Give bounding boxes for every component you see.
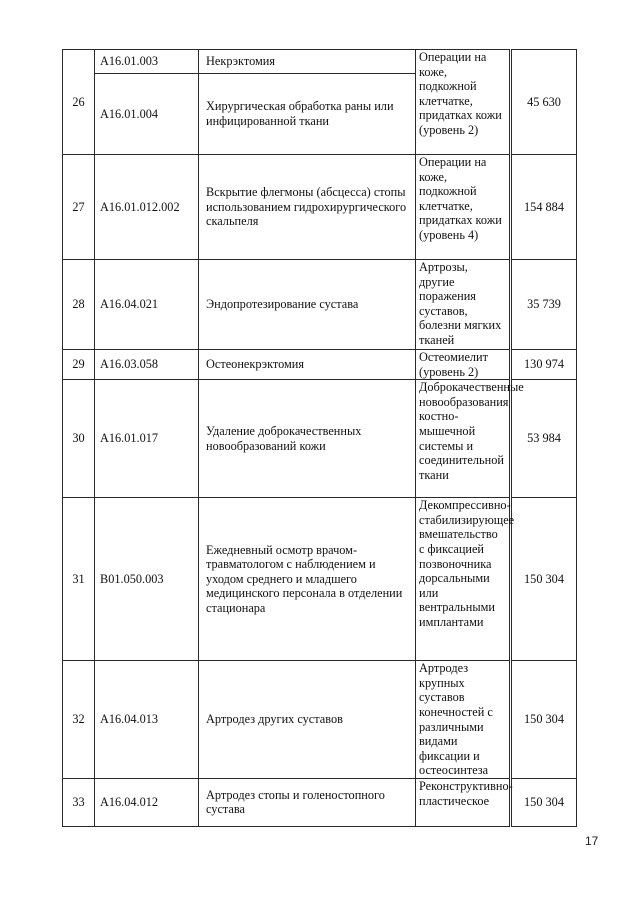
- service-cost: 150 304: [511, 778, 577, 826]
- service-code: A16.04.012: [95, 778, 199, 826]
- service-group: Операции на коже, подкожной клетчатке, придатках кожи (уровень 4): [416, 155, 511, 260]
- service-group: Операции на коже, подкожной клетчатке, придатках кожи (уровень 2): [416, 50, 511, 155]
- service-name: Некрэктомия: [199, 50, 416, 74]
- service-group: Реконструктивно-пластическое: [416, 778, 511, 826]
- row-number: 29: [63, 350, 95, 380]
- row-number: 26: [63, 50, 95, 155]
- service-cost: 130 974: [511, 350, 577, 380]
- service-cost: 35 739: [511, 260, 577, 350]
- service-code: A16.04.021: [95, 260, 199, 350]
- table-row: [63, 155, 577, 260]
- row-number: 32: [63, 661, 95, 779]
- page-number: 17: [585, 834, 599, 848]
- table-row: [63, 260, 577, 350]
- table-row: [63, 50, 577, 74]
- table-row: [63, 498, 577, 661]
- service-group: Артрозы, другие поражения суставов, болезни мягких тканей: [416, 260, 511, 350]
- service-name: Удаление доброкачественных новообразований кожи: [199, 380, 416, 498]
- row-number: 30: [63, 380, 95, 498]
- service-name: Ежедневный осмотр врачом-травматологом с наблюдением и уходом среднего и младшего медицинского персонала в отделении стационара: [199, 498, 416, 661]
- service-code: A16.01.012.002: [95, 155, 199, 260]
- service-name: Артродез других суставов: [199, 661, 416, 779]
- service-group: Артродез крупных суставов конечностей с различными видами фиксации и остеосинтеза: [416, 661, 511, 779]
- row-number: 28: [63, 260, 95, 350]
- table-row: [63, 778, 577, 826]
- service-cost: 150 304: [511, 498, 577, 661]
- service-name: Вскрытие флегмоны (абсцесса) стопы использованием гидрохирургического скальпеля: [199, 155, 416, 260]
- service-group: Декомпрессивно-стабилизирующее вмешательство с фиксацией позвоночника дорсальными или вентральными имплантами: [416, 498, 511, 661]
- service-code: A16.01.004: [95, 74, 199, 155]
- service-group: Доброкачественные новообразования костно-мышечной системы и соединительной ткани: [416, 380, 511, 498]
- row-number: 27: [63, 155, 95, 260]
- procedures-table: [62, 49, 577, 827]
- service-cost: 53 984: [511, 380, 577, 498]
- service-cost: 154 884: [511, 155, 577, 260]
- service-group: Остеомиелит (уровень 2): [416, 350, 511, 380]
- service-name: Эндопротезирование сустава: [199, 260, 416, 350]
- table-row: [63, 661, 577, 779]
- service-code: A16.04.013: [95, 661, 199, 779]
- service-name: Остеонекрэктомия: [199, 350, 416, 380]
- table-row: [63, 380, 577, 498]
- service-code: B01.050.003: [95, 498, 199, 661]
- row-number: 33: [63, 778, 95, 826]
- service-code: A16.01.003: [95, 50, 199, 74]
- service-cost: 45 630: [511, 50, 577, 155]
- service-cost: 150 304: [511, 661, 577, 779]
- service-code: A16.01.017: [95, 380, 199, 498]
- row-number: 31: [63, 498, 95, 661]
- service-name: Артродез стопы и голеностопного сустава: [199, 778, 416, 826]
- service-name: Хирургическая обработка раны или инфицированной ткани: [199, 74, 416, 155]
- service-code: A16.03.058: [95, 350, 199, 380]
- table-row: [63, 350, 577, 380]
